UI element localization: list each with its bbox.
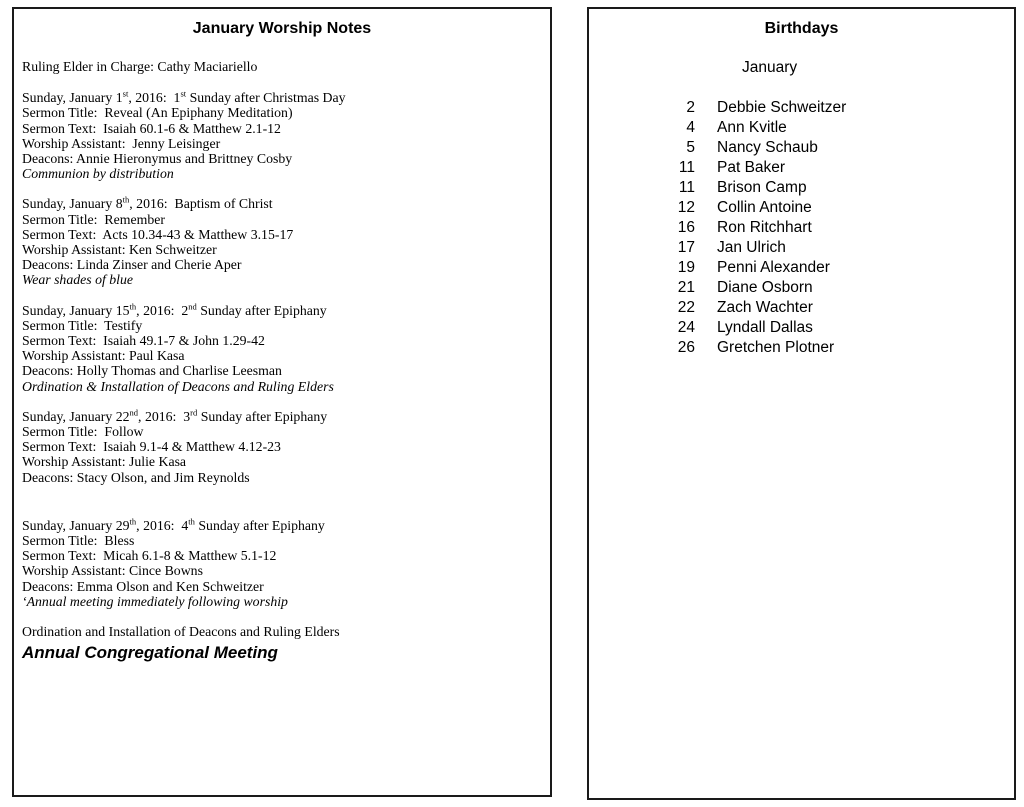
service-entry [22, 303, 542, 394]
service-entry [22, 518, 542, 609]
ordinal-superscript: rd [190, 407, 198, 418]
birthday-row [597, 158, 1006, 178]
birthday-day: 22 [677, 299, 695, 316]
service-detail-line: Deacons: Stacy Olson, and Jim Reynolds [22, 469, 250, 485]
birthday-name: Nancy Schaub [717, 139, 818, 156]
ordinal-superscript: th [129, 516, 137, 527]
birthday-day: 11 [678, 159, 695, 176]
service-date-heading: Sunday, January 29th, 2016: 4th Sunday after Epiphany [22, 516, 325, 533]
birthday-row [597, 318, 1006, 338]
birthday-day: 19 [677, 259, 695, 276]
birthday-day: 4 [686, 119, 695, 136]
birthdays-month-label: January [742, 59, 798, 76]
service-note-line: ‘Annual meeting immediately following worship [22, 593, 288, 609]
birthday-name: Lyndall Dallas [717, 319, 813, 336]
birthday-list [597, 98, 1006, 358]
ordinal-superscript: nd [129, 407, 139, 418]
birthday-name: Pat Baker [717, 159, 786, 176]
birthday-name: Debbie Schweitzer [717, 99, 847, 116]
birthday-day: 24 [677, 319, 695, 336]
birthday-row [597, 298, 1006, 318]
birthday-day: 21 [677, 279, 695, 296]
birthday-row [597, 218, 1006, 238]
service-detail-line: Sermon Title: Testify [22, 317, 143, 333]
service-detail-line: Sermon Text: Micah 6.1-8 & Matthew 5.1-12 [22, 548, 277, 564]
service-date-heading: Sunday, January 15th, 2016: 2nd Sunday after Epiphany [22, 301, 327, 318]
birthday-name: Gretchen Plotner [717, 339, 835, 356]
ordination-footer-line: Ordination and Installation of Deacons and Ruling Elders [22, 624, 340, 640]
birthday-row [597, 338, 1006, 358]
birthday-row [597, 98, 1006, 118]
birthday-name: Zach Wachter [717, 299, 813, 316]
service-detail-line: Sermon Text: Acts 10.34-43 & Matthew 3.15-17 [22, 226, 294, 242]
service-entry [22, 90, 542, 181]
service-detail-line: Deacons: Annie Hieronymus and Brittney Cosby [22, 151, 293, 167]
ordinal-superscript: th [188, 516, 195, 527]
service-date-heading: Sunday, January 8th, 2016: Baptism of Christ [22, 194, 273, 212]
service-detail-line: Sermon Title: Reveal (An Epiphany Meditation) [22, 105, 293, 121]
birthday-day: 2 [686, 99, 695, 116]
birthday-name: Collin Antoine [717, 199, 812, 216]
service-detail-line: Deacons: Linda Zinser and Cherie Aper [22, 257, 242, 273]
birthday-name: Penni Alexander [717, 259, 830, 276]
birthday-name: Jan Ulrich [717, 239, 786, 256]
birthday-day: 16 [677, 219, 695, 236]
services-list [22, 90, 542, 609]
ordinal-superscript: nd [188, 301, 197, 312]
service-detail-line: Sermon Title: Remember [22, 211, 165, 227]
service-note-line: Communion by distribution [22, 166, 174, 182]
ordinal-superscript: st [180, 88, 187, 99]
birthday-name: Brison Camp [717, 179, 807, 196]
ordinal-superscript: th [122, 194, 130, 205]
service-entry [22, 196, 542, 287]
service-detail-line: Sermon Text: Isaiah 49.1-7 & John 1.29-42 [22, 333, 265, 349]
service-date-heading: Sunday, January 1st, 2016: 1st Sunday after Christmas Day [22, 88, 346, 106]
service-detail-line: Worship Assistant: Julie Kasa [22, 454, 187, 470]
ordinal-superscript: st [122, 88, 129, 99]
birthday-row [597, 138, 1006, 158]
service-detail-line: Sermon Text: Isaiah 60.1-6 & Matthew 2.1-12 [22, 120, 281, 136]
birthday-day: 12 [677, 199, 695, 216]
birthday-day: 5 [686, 139, 695, 156]
service-detail-line: Sermon Title: Bless [22, 533, 135, 549]
birthday-row [597, 238, 1006, 258]
birthday-name: Diane Osborn [717, 279, 813, 296]
ordinal-superscript: th [129, 301, 137, 312]
service-date-heading: Sunday, January 22nd, 2016: 3rd Sunday after Epiphany [22, 407, 328, 424]
birthday-name: Ron Ritchhart [717, 219, 812, 236]
birthday-row [597, 198, 1006, 218]
birthdays-panel [587, 7, 1016, 800]
ruling-elder-line: Ruling Elder in Charge: Cathy Maciariello [22, 59, 258, 74]
birthday-row [597, 178, 1006, 198]
birthday-day: 11 [678, 179, 695, 196]
birthday-day: 17 [677, 239, 695, 256]
worship-notes-panel [12, 7, 552, 797]
annual-meeting-line: Annual Congregational Meeting [22, 643, 278, 663]
service-entry [22, 409, 542, 485]
worship-notes-title: January Worship Notes [192, 20, 372, 37]
birthday-row [597, 258, 1006, 278]
birthday-name: Ann Kvitle [717, 119, 787, 136]
birthday-day: 26 [677, 339, 695, 356]
service-detail-line: Sermon Text: Isaiah 9.1-4 & Matthew 4.12-23 [22, 439, 281, 455]
birthday-row [597, 278, 1006, 298]
birthdays-title: Birthdays [764, 20, 839, 37]
service-note-line: Wear shades of blue [22, 272, 134, 288]
service-note-line: Ordination & Installation of Deacons and Ruling Elders [22, 378, 334, 394]
service-detail-line: Sermon Title: Follow [22, 424, 144, 440]
birthday-row [597, 118, 1006, 138]
service-detail-line: Worship Assistant: Jenny Leisinger [22, 135, 221, 151]
service-detail-line: Deacons: Emma Olson and Ken Schweitzer [22, 578, 264, 594]
service-detail-line: Worship Assistant: Ken Schweitzer [22, 242, 217, 258]
service-detail-line: Deacons: Holly Thomas and Charlise Leesman [22, 363, 282, 379]
service-detail-line: Worship Assistant: Paul Kasa [22, 348, 185, 364]
service-detail-line: Worship Assistant: Cince Bowns [22, 563, 203, 579]
